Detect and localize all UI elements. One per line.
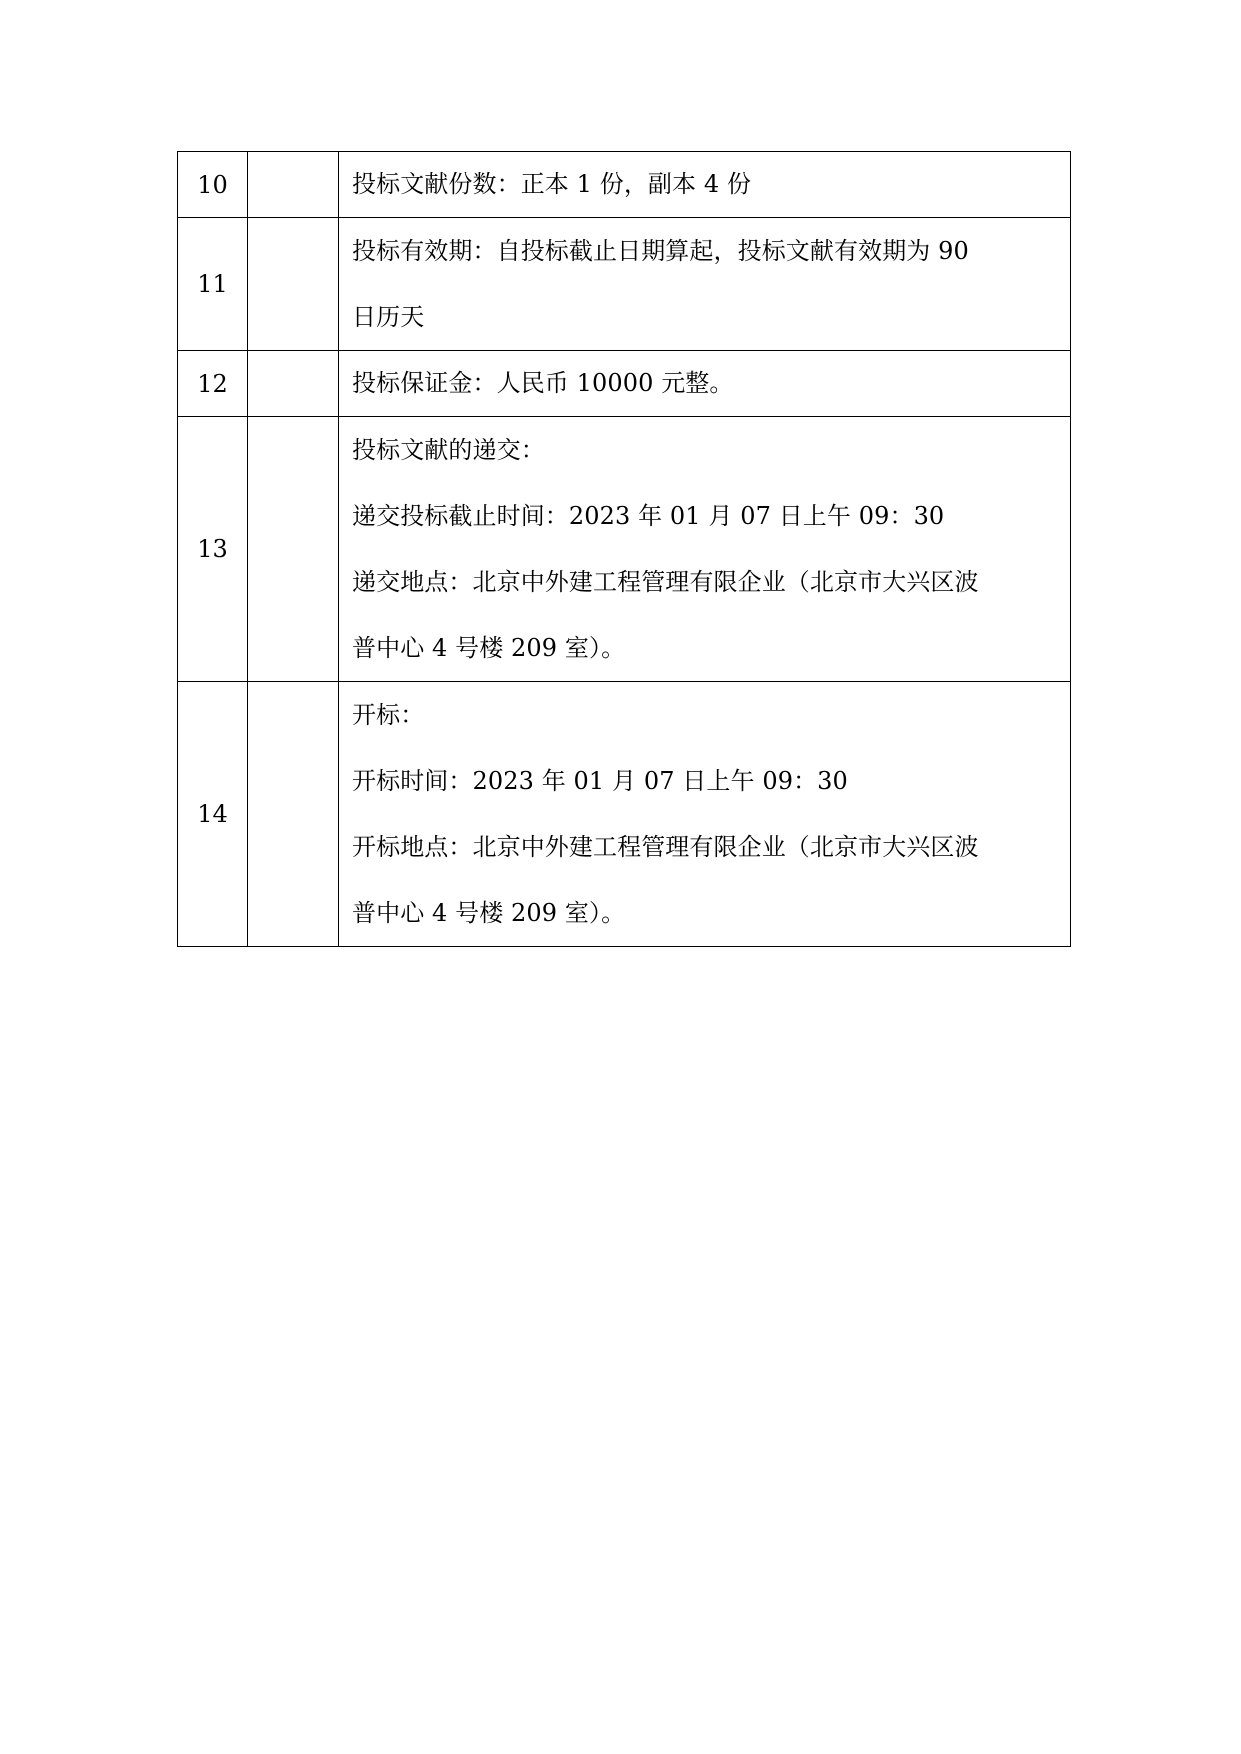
- table-row: [178, 218, 1071, 351]
- content-line: 递交投标截止时间：2023 年 01 月 07 日上午 09：30: [352, 502, 945, 530]
- row-content: [339, 351, 1071, 417]
- tender-info-table: [177, 151, 1071, 947]
- content-line: 投标文献的递交：: [352, 436, 545, 464]
- content-line: 普中心 4 号楼 209 室）。: [352, 899, 626, 927]
- row-content: [339, 218, 1071, 351]
- blank-cell: [248, 351, 339, 417]
- content-line: 普中心 4 号楼 209 室）。: [352, 634, 626, 662]
- row-content: [339, 417, 1071, 682]
- row-number: 10: [178, 152, 248, 218]
- table-row: [178, 152, 1071, 218]
- row-number: 11: [178, 218, 248, 351]
- row-number: 13: [178, 417, 248, 682]
- content-line: 开标：: [352, 701, 425, 729]
- content-line: 开标地点：北京中外建工程管理有限企业（北京市大兴区波: [352, 833, 979, 861]
- blank-cell: [248, 417, 339, 682]
- table-row: [178, 682, 1071, 947]
- row-number: 12: [178, 351, 248, 417]
- table-row: [178, 417, 1071, 682]
- content-line: 投标文献份数：正本 1 份，副本 4 份: [352, 170, 752, 198]
- row-number: 14: [178, 682, 248, 947]
- content-line: 日历天: [352, 303, 425, 331]
- blank-cell: [248, 152, 339, 218]
- content-line: 开标时间：2023 年 01 月 07 日上午 09：30: [352, 767, 848, 795]
- blank-cell: [248, 218, 339, 351]
- row-content: [339, 682, 1071, 947]
- row-content: [339, 152, 1071, 218]
- content-line: 递交地点：北京中外建工程管理有限企业（北京市大兴区波: [352, 568, 979, 596]
- blank-cell: [248, 682, 339, 947]
- table-row: [178, 351, 1071, 417]
- content-line: 投标保证金：人民币 10000 元整。: [352, 369, 734, 397]
- content-line: 投标有效期：自投标截止日期算起，投标文献有效期为 90: [352, 237, 969, 265]
